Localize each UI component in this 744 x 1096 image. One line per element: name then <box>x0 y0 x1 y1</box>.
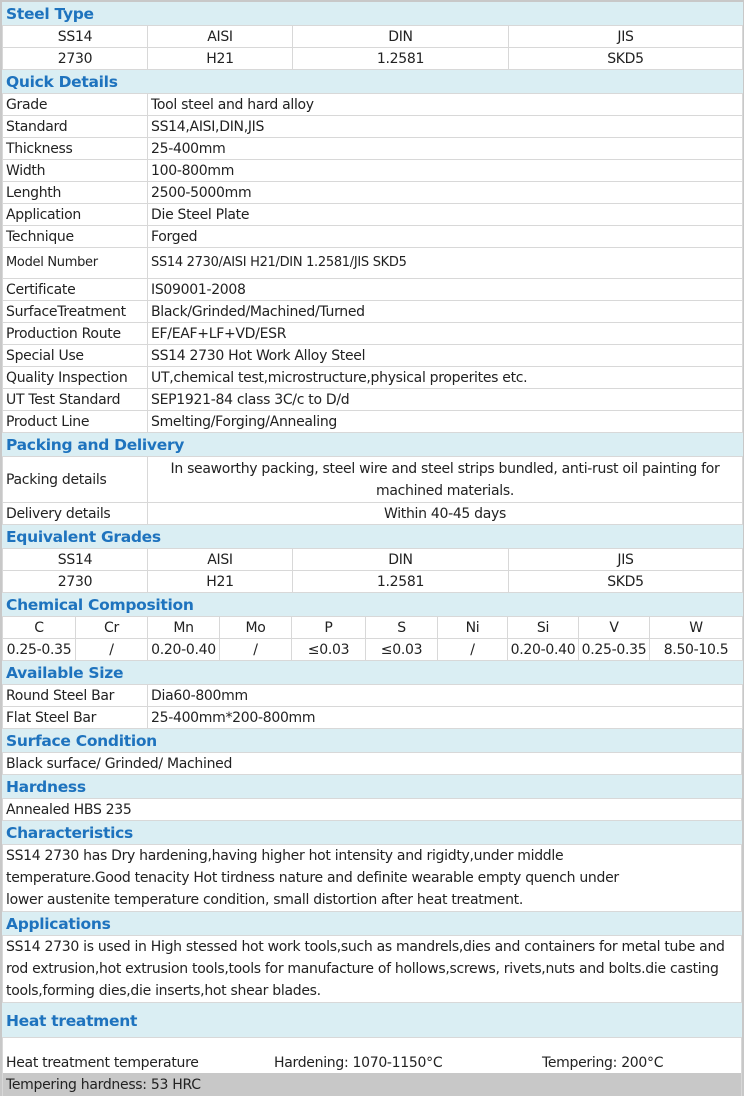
table-row <box>3 323 743 345</box>
row-label: Certificate <box>3 279 148 301</box>
row-label: Grade <box>3 94 148 116</box>
equivalent-grades-table <box>2 525 743 593</box>
characteristics-table <box>2 821 742 912</box>
table-row <box>3 457 743 503</box>
row-value: Within 40-45 days <box>148 503 743 525</box>
element-value: 0.20-0.40 <box>148 639 220 661</box>
value-cell: H21 <box>148 48 293 70</box>
table-row <box>3 116 743 138</box>
header-cell: JIS <box>509 26 743 48</box>
element-header: Ni <box>438 617 508 639</box>
section-title-equivalent: Equivalent Grades <box>3 526 743 549</box>
row-value: SEP1921-84 class 3C/c to D/d <box>148 389 743 411</box>
row-value: Tool steel and hard alloy <box>148 94 743 116</box>
row-label: SurfaceTreatment <box>3 301 148 323</box>
table-row <box>3 301 743 323</box>
table-row <box>3 367 743 389</box>
table-row <box>3 138 743 160</box>
heat-label: Heat treatment temperature <box>6 1052 274 1074</box>
applications-text: SS14 2730 is used in High stessed hot work tools,such as mandrels,dies and containers for metal tube and rod extrusion,hot extrusion tools,tools for manufacture of hollows,screws, rivets,nuts and bolts.die casting tools,forming dies,die inserts,hot shear blades. <box>3 936 742 1003</box>
table-row <box>3 936 742 1003</box>
element-header: P <box>292 617 366 639</box>
row-label: Quality Inspection <box>3 367 148 389</box>
value-cell: 1.2581 <box>293 571 509 593</box>
row-value: SS14,AISI,DIN,JIS <box>148 116 743 138</box>
element-value: 0.20-0.40 <box>508 639 579 661</box>
value-cell: 1.2581 <box>293 48 509 70</box>
table-row <box>3 204 743 226</box>
row-value: Die Steel Plate <box>148 204 743 226</box>
row-label: Packing details <box>3 457 148 503</box>
section-title-applications: Applications <box>3 913 742 936</box>
table-row <box>3 685 743 707</box>
section-title-quick-details: Quick Details <box>3 71 743 94</box>
header-cell: DIN <box>293 549 509 571</box>
row-label: Technique <box>3 226 148 248</box>
table-row <box>3 182 743 204</box>
table-row <box>3 845 742 912</box>
table-row <box>3 94 743 116</box>
applications-table <box>2 912 742 1003</box>
quick-details-table <box>2 70 743 433</box>
row-label: Product Line <box>3 411 148 433</box>
row-value: 25-400mm*200-800mm <box>148 707 743 729</box>
element-header: Si <box>508 617 579 639</box>
value-cell: 2730 <box>3 48 148 70</box>
row-value: IS09001-2008 <box>148 279 743 301</box>
table-row <box>3 411 743 433</box>
value-cell: SKD5 <box>509 48 743 70</box>
value-cell: 2730 <box>3 571 148 593</box>
header-cell: SS14 <box>3 26 148 48</box>
row-value: In seaworthy packing, steel wire and steel strips bundled, anti-rust oil painting for machined materials. <box>148 457 743 503</box>
header-cell: DIN <box>293 26 509 48</box>
element-header: V <box>579 617 650 639</box>
table-row <box>3 248 743 279</box>
element-header: W <box>650 617 743 639</box>
section-title-surface: Surface Condition <box>3 730 742 753</box>
header-cell: JIS <box>509 549 743 571</box>
element-header: C <box>3 617 76 639</box>
row-value: 25-400mm <box>148 138 743 160</box>
heat-treatment-table <box>2 1003 742 1096</box>
section-title-characteristics: Characteristics <box>3 822 742 845</box>
table-row <box>3 707 743 729</box>
value-cell: H21 <box>148 571 293 593</box>
tempering-hardness: Tempering hardness: 53 HRC <box>6 1074 738 1096</box>
row-value: Dia60-800mm <box>148 685 743 707</box>
chemical-composition-table <box>2 593 743 661</box>
section-title-heat: Heat treatment <box>3 1004 742 1038</box>
element-value: 0.25-0.35 <box>579 639 650 661</box>
table-row <box>3 503 743 525</box>
row-value: SS14 2730/AISI H21/DIN 1.2581/JIS SKD5 <box>148 248 743 279</box>
row-label: Flat Steel Bar <box>3 707 148 729</box>
table-row <box>3 160 743 182</box>
element-value: 0.25-0.35 <box>3 639 76 661</box>
surface-text: Black surface/ Grinded/ Machined <box>3 753 742 775</box>
row-value: SS14 2730 Hot Work Alloy Steel <box>148 345 743 367</box>
table-row <box>3 1038 742 1096</box>
value-cell: SKD5 <box>509 571 743 593</box>
row-value: EF/EAF+LF+VD/ESR <box>148 323 743 345</box>
available-size-table <box>2 661 743 729</box>
table-row <box>3 389 743 411</box>
element-value: / <box>220 639 292 661</box>
hardness-text: Annealed HBS 235 <box>3 799 742 821</box>
table-row <box>3 279 743 301</box>
table-row <box>3 799 742 821</box>
characteristics-text: SS14 2730 has Dry hardening,having higher hot intensity and rigidty,under middle temperature.Good tenacity Hot tirdness nature and definite wearable empty quench under lower austenite temperature condition, small distortion after heat treatment. <box>3 845 742 912</box>
header-cell: AISI <box>148 26 293 48</box>
row-label: Width <box>3 160 148 182</box>
element-header: Mo <box>220 617 292 639</box>
row-label: Standard <box>3 116 148 138</box>
heat-treatment-cell <box>3 1038 742 1096</box>
table-row <box>3 48 743 70</box>
table-row <box>3 226 743 248</box>
row-label: Thickness <box>3 138 148 160</box>
table-row <box>3 549 743 571</box>
section-title-steel-type: Steel Type <box>3 3 743 26</box>
element-value: / <box>76 639 148 661</box>
row-value: 2500-5000mm <box>148 182 743 204</box>
row-value: Black/Grinded/Machined/Turned <box>148 301 743 323</box>
hardening-value: Hardening: 1070-1150°C <box>274 1052 542 1074</box>
table-row <box>3 639 743 661</box>
element-header: S <box>366 617 438 639</box>
row-label: Production Route <box>3 323 148 345</box>
table-row <box>3 26 743 48</box>
element-header: Cr <box>76 617 148 639</box>
table-row <box>3 617 743 639</box>
element-value: ≤0.03 <box>366 639 438 661</box>
row-label: Application <box>3 204 148 226</box>
spec-sheet <box>2 2 742 1073</box>
element-value: ≤0.03 <box>292 639 366 661</box>
section-title-hardness: Hardness <box>3 776 742 799</box>
tempering-value: Tempering: 200°C <box>542 1052 663 1074</box>
element-header: Mn <box>148 617 220 639</box>
hardness-table <box>2 775 742 821</box>
header-cell: AISI <box>148 549 293 571</box>
row-label: Special Use <box>3 345 148 367</box>
row-label: Round Steel Bar <box>3 685 148 707</box>
packing-table <box>2 433 743 525</box>
table-row <box>3 345 743 367</box>
section-title-packing: Packing and Delivery <box>3 434 743 457</box>
element-value: / <box>438 639 508 661</box>
table-row <box>3 753 742 775</box>
row-value: UT,chemical test,microstructure,physical properites etc. <box>148 367 743 389</box>
row-label: Model Number <box>3 248 148 279</box>
row-value: Forged <box>148 226 743 248</box>
table-row <box>3 571 743 593</box>
row-label: Lenghth <box>3 182 148 204</box>
row-value: 100-800mm <box>148 160 743 182</box>
row-label: Delivery details <box>3 503 148 525</box>
row-label: UT Test Standard <box>3 389 148 411</box>
surface-condition-table <box>2 729 742 775</box>
row-value: Smelting/Forging/Annealing <box>148 411 743 433</box>
heat-line <box>6 1052 738 1074</box>
element-value: 8.50-10.5 <box>650 639 743 661</box>
section-title-sizes: Available Size <box>3 662 743 685</box>
section-title-chemical: Chemical Composition <box>3 594 743 617</box>
header-cell: SS14 <box>3 549 148 571</box>
steel-type-table <box>2 2 743 70</box>
